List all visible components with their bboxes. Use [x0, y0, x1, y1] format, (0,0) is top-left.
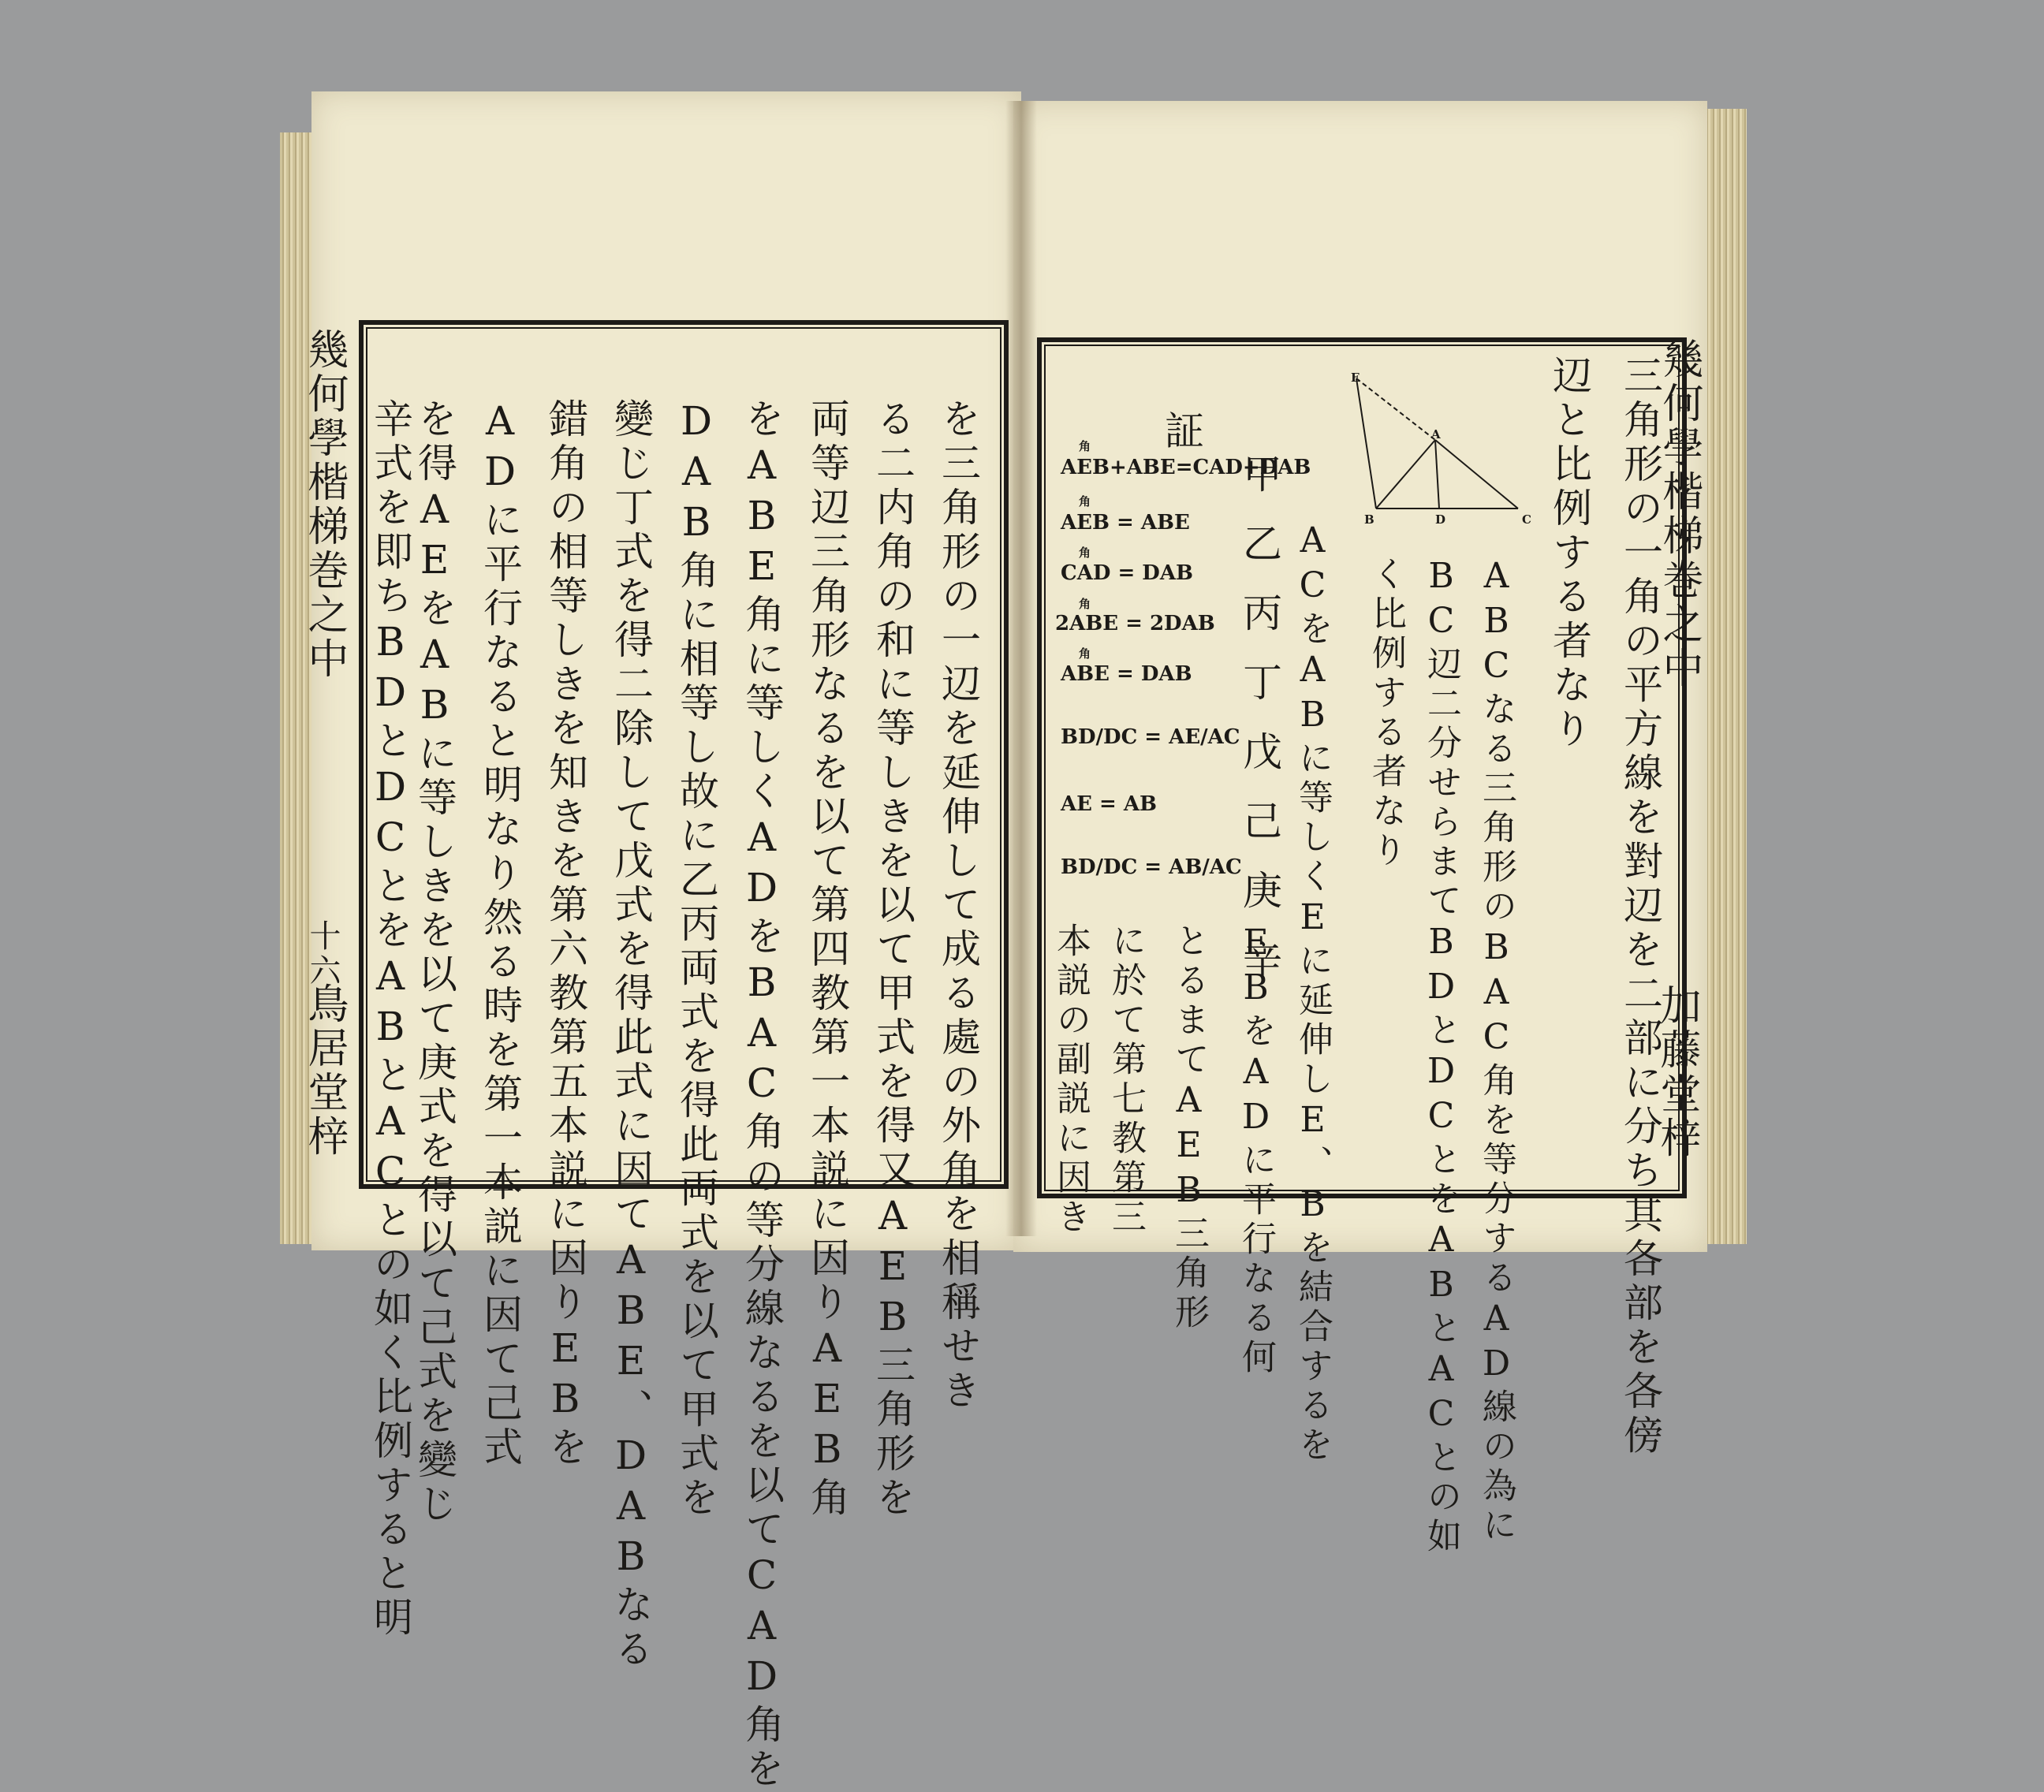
- equation-3: CAD = DAB: [1061, 561, 1193, 585]
- left-page-number: 十六: [304, 919, 341, 989]
- figure-label-b: B: [1364, 512, 1374, 527]
- equation-6: BD/DC = AE/AC: [1061, 725, 1240, 749]
- triangle-figure: [1341, 371, 1546, 528]
- angle-mark: 角: [1079, 646, 1091, 661]
- angle-mark: 角: [1079, 597, 1091, 611]
- angle-mark: 角: [1079, 439, 1091, 453]
- equation-4: 2ABE = 2DAB: [1055, 612, 1215, 635]
- left-col-2: る二内角の和に等しきを以て甲式を得又AEB三角形を: [870, 398, 916, 1521]
- equation-5: ABE = DAB: [1061, 662, 1192, 686]
- equation-2: AEB = ABE: [1061, 511, 1190, 535]
- left-col-1: を三角形の一辺を延伸して成る處の外角を相稱せき: [935, 398, 981, 1414]
- figure-label-a: A: [1431, 427, 1441, 441]
- right-publisher: 加藤堂梓: [1653, 984, 1700, 1161]
- left-col-8: ADに平行なると明なり然る時を第一本説に因て己式: [477, 398, 523, 1470]
- right-col-9: とるまてAEB三角形: [1169, 922, 1209, 1333]
- figure-label-e: E: [1351, 371, 1360, 385]
- right-col-3: ABCなる三角形のBAC角を等分するAD線の為に: [1476, 556, 1516, 1546]
- right-col-5: く比例する者なり: [1366, 556, 1406, 871]
- left-col-5: DAB角に相等し故に乙丙両式を得此両式を以て甲式を: [673, 398, 719, 1521]
- equation-8: BD/DC = AB/AC: [1061, 855, 1242, 879]
- left-col-3: 両等辺三角形なるを以て第四教第一本説に因りAEB角: [804, 398, 850, 1521]
- right-col-2: 辺と比例する者なり: [1546, 355, 1592, 752]
- left-col-9: を得AEをABに等しきを以て庚式を得以て己式を變じ: [412, 398, 457, 1527]
- book-gutter: [1005, 101, 1037, 1236]
- right-col-11: 本説の副説に因き: [1050, 922, 1091, 1238]
- angle-mark: 角: [1079, 494, 1091, 509]
- right-col-8: EBをADに平行なる何: [1236, 922, 1276, 1378]
- left-col-4: をABE角に等しくADをBAC角の等分線なるを以てCAD角を: [739, 398, 785, 1792]
- left-margin-title: 幾何學楷梯巻之中: [300, 328, 348, 681]
- right-col-7: 甲乙丙丁戊己庚辛: [1236, 453, 1282, 1008]
- equation-7: AE = AB: [1061, 792, 1158, 816]
- right-col-6: ACをABに等しくEに延伸しE、Bを結合するを: [1292, 520, 1333, 1466]
- proof-label: 証: [1158, 410, 1204, 454]
- right-margin-title: 幾何學楷梯巻之中: [1655, 337, 1703, 691]
- right-col-1: 三角形の一角の平方線を對辺を二部に分ち其各部を各傍: [1617, 355, 1663, 1459]
- figure-label-c: C: [1522, 512, 1531, 527]
- right-col-4: BC辺二分せらまてBDとDCとをABとACとの如: [1421, 556, 1461, 1557]
- angle-mark: 角: [1079, 546, 1091, 560]
- figure-label-d: D: [1435, 512, 1446, 527]
- left-col-7: 錯角の相等しきを知きを第六教第五本説に因りEBを: [543, 398, 588, 1470]
- left-col-10: 辛式を即ちBDとDCとをABとACとの如く比例すると明: [367, 398, 413, 1641]
- left-publisher: 鳥居堂梓: [300, 982, 348, 1159]
- left-col-6: 變じ丁式を得二除して戊式を得此式に因てABE、DABなる: [608, 398, 654, 1672]
- equation-1: AEB+ABE=CAD+DAB: [1061, 456, 1311, 479]
- right-col-10: に於て第七教第三: [1106, 922, 1146, 1238]
